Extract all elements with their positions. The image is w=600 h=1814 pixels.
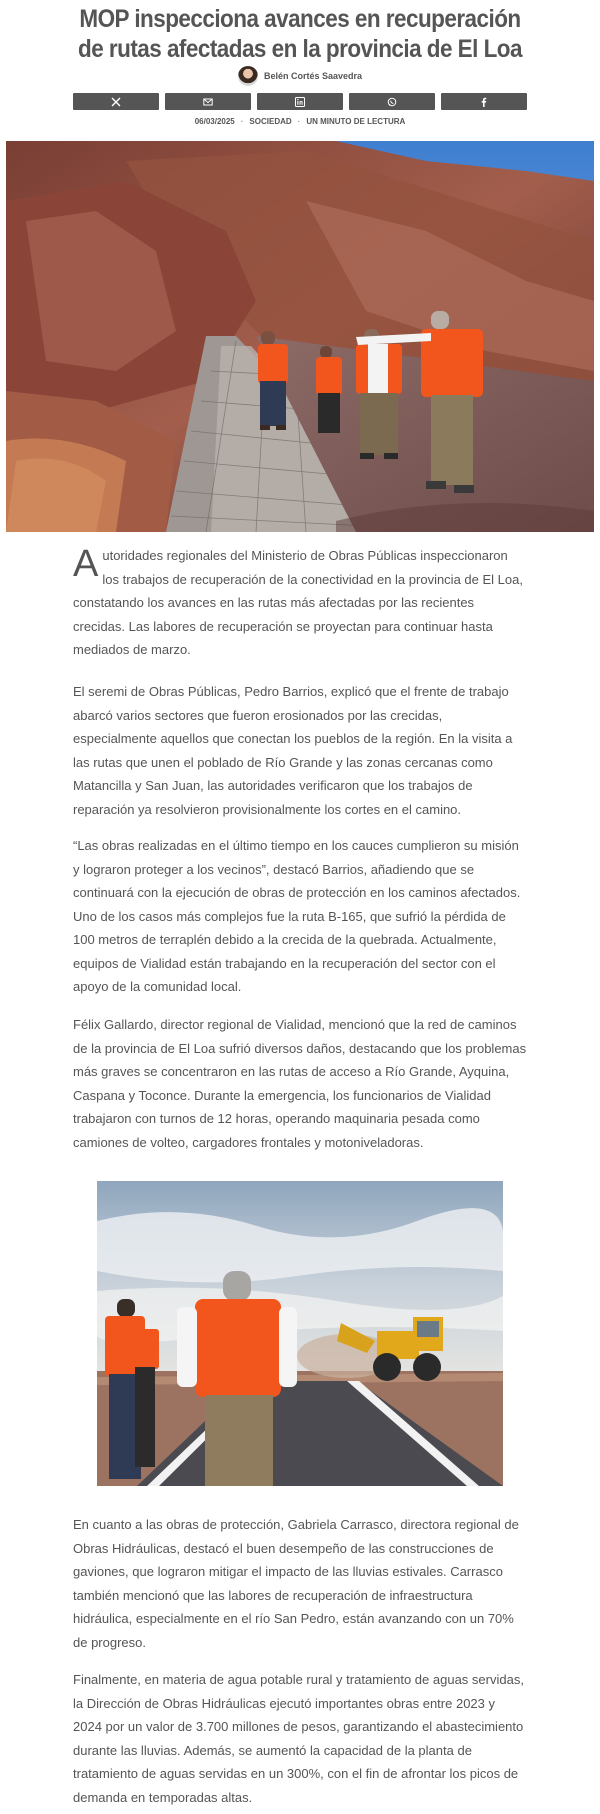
hero-photo xyxy=(6,141,594,532)
person-3 xyxy=(356,329,402,459)
share-bar xyxy=(73,93,527,110)
linkedin-icon xyxy=(295,97,305,107)
paragraph-5: En cuanto a las obras de protección, Gabriela Carrasco, directora regional de Obras Hidráulicas, destacó el buen desempeño de las construcciones de gaviones, que lograron mitigar el impacto de las lluvias estivales. Carrasco también mencionó que las labores de recuperación de infraestructura hidráulica, especialmente en el río San Pedro, están avanzando con un 70% de progreso. xyxy=(73,1517,519,1650)
facebook-icon xyxy=(479,97,489,107)
paragraph-2: El seremi de Obras Públicas, Pedro Barrios, explicó que el frente de trabajo abarcó varios sectores que fueron erosionados por las crecidas, especialmente aquellos que conectan los pueblos de la región. En la visita a las rutas que unen el poblado de Río Grande y las zonas cercanas como Matancilla y San Juan, las autoridades verificaron que los trabajos de reparación ya resolvieron provisionalmente los cortes en el camino. xyxy=(73,684,513,817)
share-whatsapp-button[interactable] xyxy=(349,93,435,110)
publish-date: 06/03/2025 xyxy=(194,117,235,126)
person-2 xyxy=(316,346,342,433)
whatsapp-icon xyxy=(387,97,397,107)
person-1 xyxy=(258,331,288,430)
paragraph-6: Finalmente, en materia de agua potable rural y tratamiento de aguas servidas, la Dirección de Obras Hidráulicas ejecutó importantes obras entre 2023 y 2024 por un valor de 3.700 millones de pesos, garantizando el abastecimiento durante las lluvias. Además, se aumentó la capacidad de la planta de tratamiento de aguas servidas en un 300%, con el fin de afrontar los picos de demanda en temporadas altas. xyxy=(73,1672,524,1805)
share-facebook-button[interactable] xyxy=(441,93,527,110)
share-x-button[interactable] xyxy=(73,93,159,110)
x-icon xyxy=(111,97,121,107)
category-link[interactable]: SOCIEDAD xyxy=(249,117,292,126)
drop-cap: A xyxy=(73,543,99,585)
author-avatar[interactable] xyxy=(238,66,258,86)
share-email-button[interactable] xyxy=(165,93,251,110)
paragraph-4: Félix Gallardo, director regional de Vialidad, mencionó que la red de caminos de la provincia de El Loa sufrió diversos daños, destacando que los problemas más graves se concentraron en las rutas de acceso a Río Grande, Ayquina, Caspana y Toconce. Durante la emergencia, los funcionarios de Vialidad trabajaron con turnos de 12 horas, operando maquinaria pesada como camiones de volteo, cargadores frontales y motoniveladoras. xyxy=(73,1017,527,1150)
author-name[interactable]: Belén Cortés Saavedra xyxy=(263,71,363,81)
inline-photo-illustration xyxy=(97,1181,503,1486)
paragraph-1-text: utoridades regionales del Ministerio de Obras Públicas inspeccionaron los trabajos de recuperación de la conectividad en la provincia de El Loa, constatando los avances en las rutas más afectadas por las recientes crecidas. Las labores de recuperación se proyectan para continuar hasta mediados de marzo. xyxy=(73,548,523,657)
hero-photo-illustration xyxy=(6,141,594,532)
author-byline xyxy=(0,66,600,86)
meta-separator: · xyxy=(297,117,301,126)
share-linkedin-button[interactable] xyxy=(257,93,343,110)
article-title: MOP inspecciona avances en recuperación de rutas afectadas en la provincia de El Loa xyxy=(78,5,522,63)
paragraph-1 xyxy=(73,544,527,662)
article-meta xyxy=(0,117,600,126)
paragraph-3: “Las obras realizadas en el último tiempo en los cauces cumplieron su misión y lograron proteger a los vecinos”, destacó Barrios, añadiendo que se continuará con la ejecución de obras de protección en los caminos afectados. Uno de los casos más complejos fue la ruta B-165, que sufrió la pérdida de 100 metros de terraplén debido a la crecida de la quebrada. Actualmente, equipos de Vialidad están trabajando en la recuperación del sector con el apoyo de la comunidad local. xyxy=(73,838,521,994)
meta-separator: · xyxy=(240,117,244,126)
mail-icon xyxy=(203,97,213,107)
inline-photo xyxy=(97,1181,503,1486)
reading-time: UN MINUTO DE LECTURA xyxy=(306,117,406,126)
